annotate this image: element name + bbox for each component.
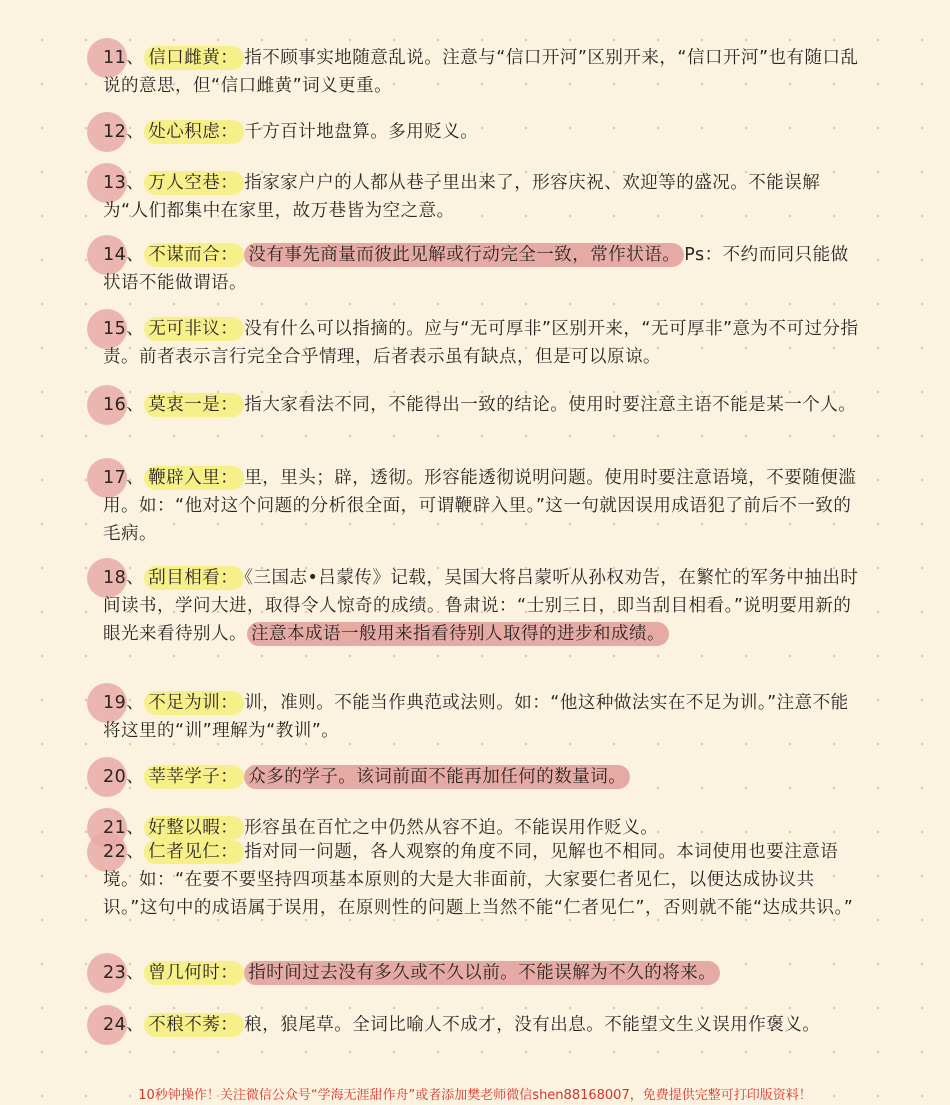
entry-24: [103, 1011, 863, 1039]
idiom-term: 万人空巷：: [144, 171, 244, 195]
entry-11: [103, 44, 863, 100]
idiom-term: 处心积虑：: [144, 120, 244, 144]
entry-index: 20、: [103, 767, 145, 787]
entry-22: [103, 838, 863, 922]
idiom-term: 鞭辟入里：: [144, 466, 244, 490]
highlighted-note: 没有事先商量而彼此见解或行动完全一致，常作状语。: [244, 243, 684, 267]
entry-index: 12、: [103, 122, 145, 142]
entry-23: [103, 959, 863, 987]
idiom-term: 曾几何时：: [144, 961, 244, 985]
entry-index: 11、: [103, 48, 145, 68]
entry-text: 《三国志•吕蒙传》记载，吴国大将吕蒙听从孙权劝告，在繁忙的军务中抽出时间读书，学问大进，取得令人惊奇的成绩。鲁肃说：“士别三日，即当刮目相看。”说明要用新的眼光来看待别人。: [103, 568, 859, 644]
entry-index: 14、: [103, 245, 145, 265]
entry-20: [103, 763, 863, 791]
idiom-term: 刮目相看：: [144, 566, 244, 590]
entry-text: 训，准则。不能当作典范或法则。如：“他这种做法实在不足为训。”注意不能将这里的“训”理解为“教训”。: [103, 693, 849, 741]
idiom-term: 不谋而合：: [144, 243, 244, 267]
entry-text: 指大家看法不同，不能得出一致的结论。使用时要注意主语不能是某一个人。: [244, 395, 857, 415]
entry-index: 23、: [103, 963, 145, 983]
entry-15: [103, 315, 863, 371]
entry-index: 13、: [103, 173, 145, 193]
idiom-term: 无可非议：: [144, 317, 244, 341]
entry-17: [103, 464, 863, 548]
entry-index: 15、: [103, 319, 145, 339]
entry-text: 稂，狼尾草。全词比喻人不成才，没有出息。不能望文生义误用作褒义。: [244, 1015, 821, 1035]
idiom-term: 信口雌黄：: [144, 46, 244, 70]
entry-index: 16、: [103, 395, 145, 415]
highlighted-note: 指时间过去没有多久或不久以前。不能误解为不久的将来。: [244, 961, 720, 985]
entry-index: 19、: [103, 693, 145, 713]
entry-text: 千方百计地盘算。多用贬义。: [244, 122, 479, 142]
entry-text: 没有什么可以指摘的。应与“无可厚非”区别开来，“无可厚非”意为不可过分指责。前者表示言行完全合乎情理，后者表示虽有缺点，但是可以原谅。: [103, 319, 859, 367]
highlighted-note: 众多的学子。该词前面不能再加任何的数量词。: [244, 765, 630, 789]
entry-index: 22、: [103, 842, 145, 862]
entry-18: [103, 564, 863, 648]
entry-text: 里，里头；辟，透彻。形容能透彻说明问题。使用时要注意语境，不要随便滥用。如：“他对这个问题的分析很全面，可谓鞭辟入里。”这一句就因误用成语犯了前后不一致的毛病。: [103, 468, 857, 544]
entry-13: [103, 169, 863, 225]
entry-index: 18、: [103, 568, 145, 588]
entry-text: 指不顾事实地随意乱说。注意与“信口开河”区别开来，“信口开河”也有随口乱说的意思，但“信口雌黄”词义更重。: [103, 48, 859, 96]
highlighted-note: 注意本成语一般用来指看待别人取得的进步和成绩。: [247, 622, 669, 646]
idiom-term: 不足为训：: [144, 691, 244, 715]
entry-text: Ps：不约而同只能做状语不能做谓语。: [103, 245, 849, 293]
idiom-term: 莘莘学子：: [144, 765, 244, 789]
entry-index: 17、: [103, 468, 145, 488]
idiom-term: 不稂不莠：: [144, 1013, 244, 1037]
entry-12: [103, 118, 863, 146]
entry-19: [103, 689, 863, 745]
entry-text: 形容虽在百忙之中仍然从容不迫。不能误用作贬义。: [244, 818, 659, 838]
idiom-term: 莫衷一是：: [144, 393, 244, 417]
entry-index: 24、: [103, 1015, 145, 1035]
entry-16: [103, 391, 863, 419]
entry-index: 21、: [103, 818, 145, 838]
entry-text: 指对同一问题，各人观察的角度不同，见解也不相同。本词使用也要注意语境。如：“在要不要坚持四项基本原则的大是大非面前，大家要仁者见仁，以便达成协议共识。”这句中的成语属于误用，在原则性的问题上当然不能“仁者见仁”，否则就不能“达成共识。”: [103, 842, 854, 918]
idiom-term: 仁者见仁：: [144, 840, 244, 864]
idiom-term: 好整以暇：: [144, 816, 244, 840]
footer-promo-text: 10秒钟操作！关注微信公众号“学海无涯甜作舟”或者添加樊老师微信shen88168007，免费提供完整可打印版资料！: [138, 1088, 812, 1103]
entry-text: 指家家户户的人都从巷子里出来了，形容庆祝、欢迎等的盛况。不能误解为“人们都集中在家里，故万巷皆为空之意。: [103, 173, 821, 221]
entry-14: [103, 241, 863, 297]
